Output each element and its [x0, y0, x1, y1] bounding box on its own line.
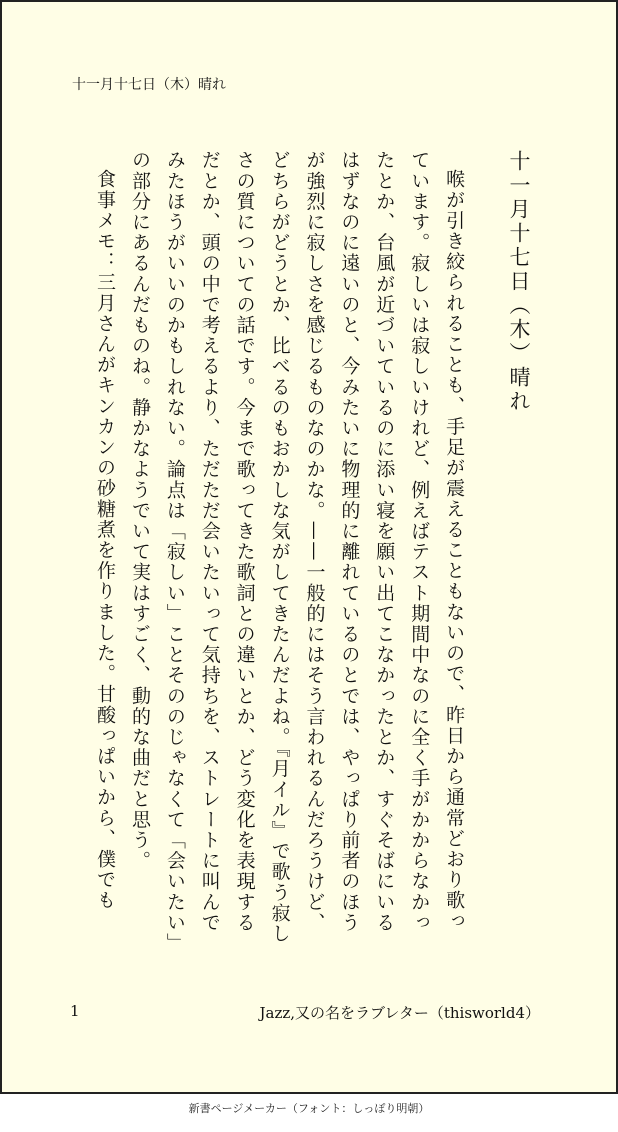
vertical-body-text: [87, 150, 536, 950]
page-number: 1: [70, 1002, 80, 1020]
chapter-title: 十一月十七日（木）晴れ: [507, 150, 531, 414]
book-title: Jazz,又の名をラブレター（thisworld4）: [259, 1004, 540, 1022]
generator-caption: 新書ページメーカー（フォント：しっぽり明朝）: [188, 1102, 430, 1115]
paragraph: 喉が引き絞られることも、手足が震えることもないので、昨日から通常どおり歌っています。寂しいは寂しいけれど、例えばテスト期間中なのに全く手がかからなかったとか、台風が近づいているのに添い寝を願い出てこなかったとか、すぐそばにいるはずなのに遠いのと、今みたいに物理的に離れているのとでは、やっぱり前者のほうが強烈に寂しさを感じるものなのかな。——一般的にはそう言われるんだろうけど、どちらがどうとか、比べるのもおかしな気がしてきたんだよね。『月イル』で歌う寂しさの質についての話です。今まで歌ってきた歌詞との違いとか、どう変化を表現するだとか、頭の中で考えるより、ただただ会いたいって気持ちを、ストレートに叫んでみたほうがいいのかもしれない。論点は「寂しい」ことそののじゃなくて「会いたい」の部分にあるんだものね。静かなようでいて実はすごく、動的な曲だと思う。: [128, 150, 466, 944]
paragraph: 食事メモ：三月さんがキンカンの砂糖煮を作りました。甘酸っぱいから、僕でも: [94, 169, 117, 911]
running-header: 十一月十七日（木）晴れ: [72, 77, 226, 93]
